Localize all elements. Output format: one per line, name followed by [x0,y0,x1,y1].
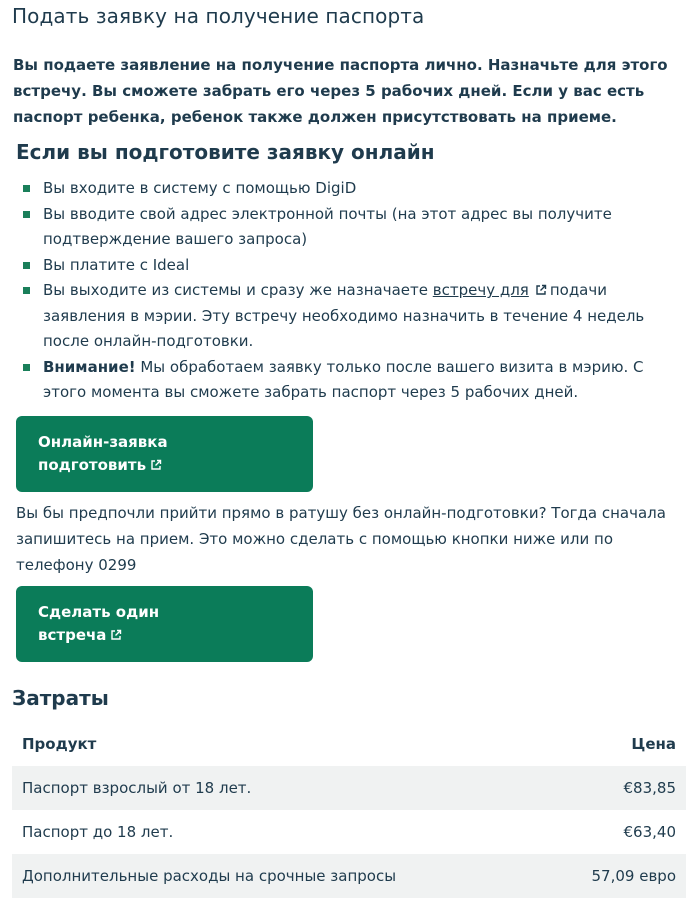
costs-heading: Затраты [12,686,109,710]
product-cell: Паспорт до 18 лет. [22,823,174,841]
table-row [12,766,686,810]
table-row [12,810,686,854]
button-label-line1: Сделать один [38,603,160,621]
list-item-text: Вы выходите из системы и сразу же назначаете [43,281,428,299]
list-item-text: подачи заявления в мэрии. Эту встречу необходимо назначить в течение 4 недель после онлайн-подготовки. [43,281,645,350]
page-title: Подать заявку на получение паспорта [12,4,425,28]
price-cell: €63,40 [623,823,676,841]
external-link-icon [150,459,162,471]
table-header-row [12,722,686,766]
table-row [12,854,686,898]
online-section-heading: Если вы подготовите заявку онлайн [16,140,435,164]
intro-text: Вы подаете заявление на получение паспорта лично. Назначьте для этого встречу. Вы сможете забрать его через 5 рабочих дней. Если у вас есть паспорт ребенка, ребенок также должен присутствовать на приеме. [13,56,668,126]
appointment-link[interactable]: встречу для [432,281,529,299]
list-item [22,355,687,406]
list-item [22,202,687,253]
attention-label: Внимание! [43,357,136,376]
list-item-text: Вы платите с Ideal [43,255,190,274]
online-application-button[interactable] [16,416,313,492]
price-cell: €83,85 [623,779,676,797]
button-label-line1: Онлайн-заявка [38,433,168,451]
list-item [22,253,687,279]
list-item-text: Вы вводите свой адрес электронной почты (на этот адрес вы получите подтверждение вашего запроса) [43,204,612,248]
external-link-icon [535,284,547,296]
list-item-text: Вы входите в систему с помощью DigiD [43,179,357,197]
list-item [22,278,687,355]
product-cell: Дополнительные расходы на срочные запросы [22,867,397,885]
attention-text: Мы обработаем заявку только после вашего визита в мэрию. С этого момента вы сможете забрать паспорт через 5 рабочих дней. [43,357,644,401]
price-cell: 57,09 евро [591,867,676,885]
walkin-text: Вы бы предпочли прийти прямо в ратушу без онлайн-подготовки? Тогда сначала запишитесь на прием. Это можно сделать с помощью кнопки ниже или по телефону 0299 [16,504,666,574]
product-cell: Паспорт взрослый от 18 лет. [22,779,252,797]
button-label-line2: встреча [38,626,107,644]
column-header-product: Продукт [22,735,97,753]
costs-table [12,722,686,898]
list-item [22,176,687,202]
external-link-icon [110,629,122,641]
make-appointment-button[interactable] [16,586,313,662]
column-header-price: Цена [631,735,676,753]
button-label-line2: подготовить [38,456,147,474]
steps-list [22,176,687,406]
